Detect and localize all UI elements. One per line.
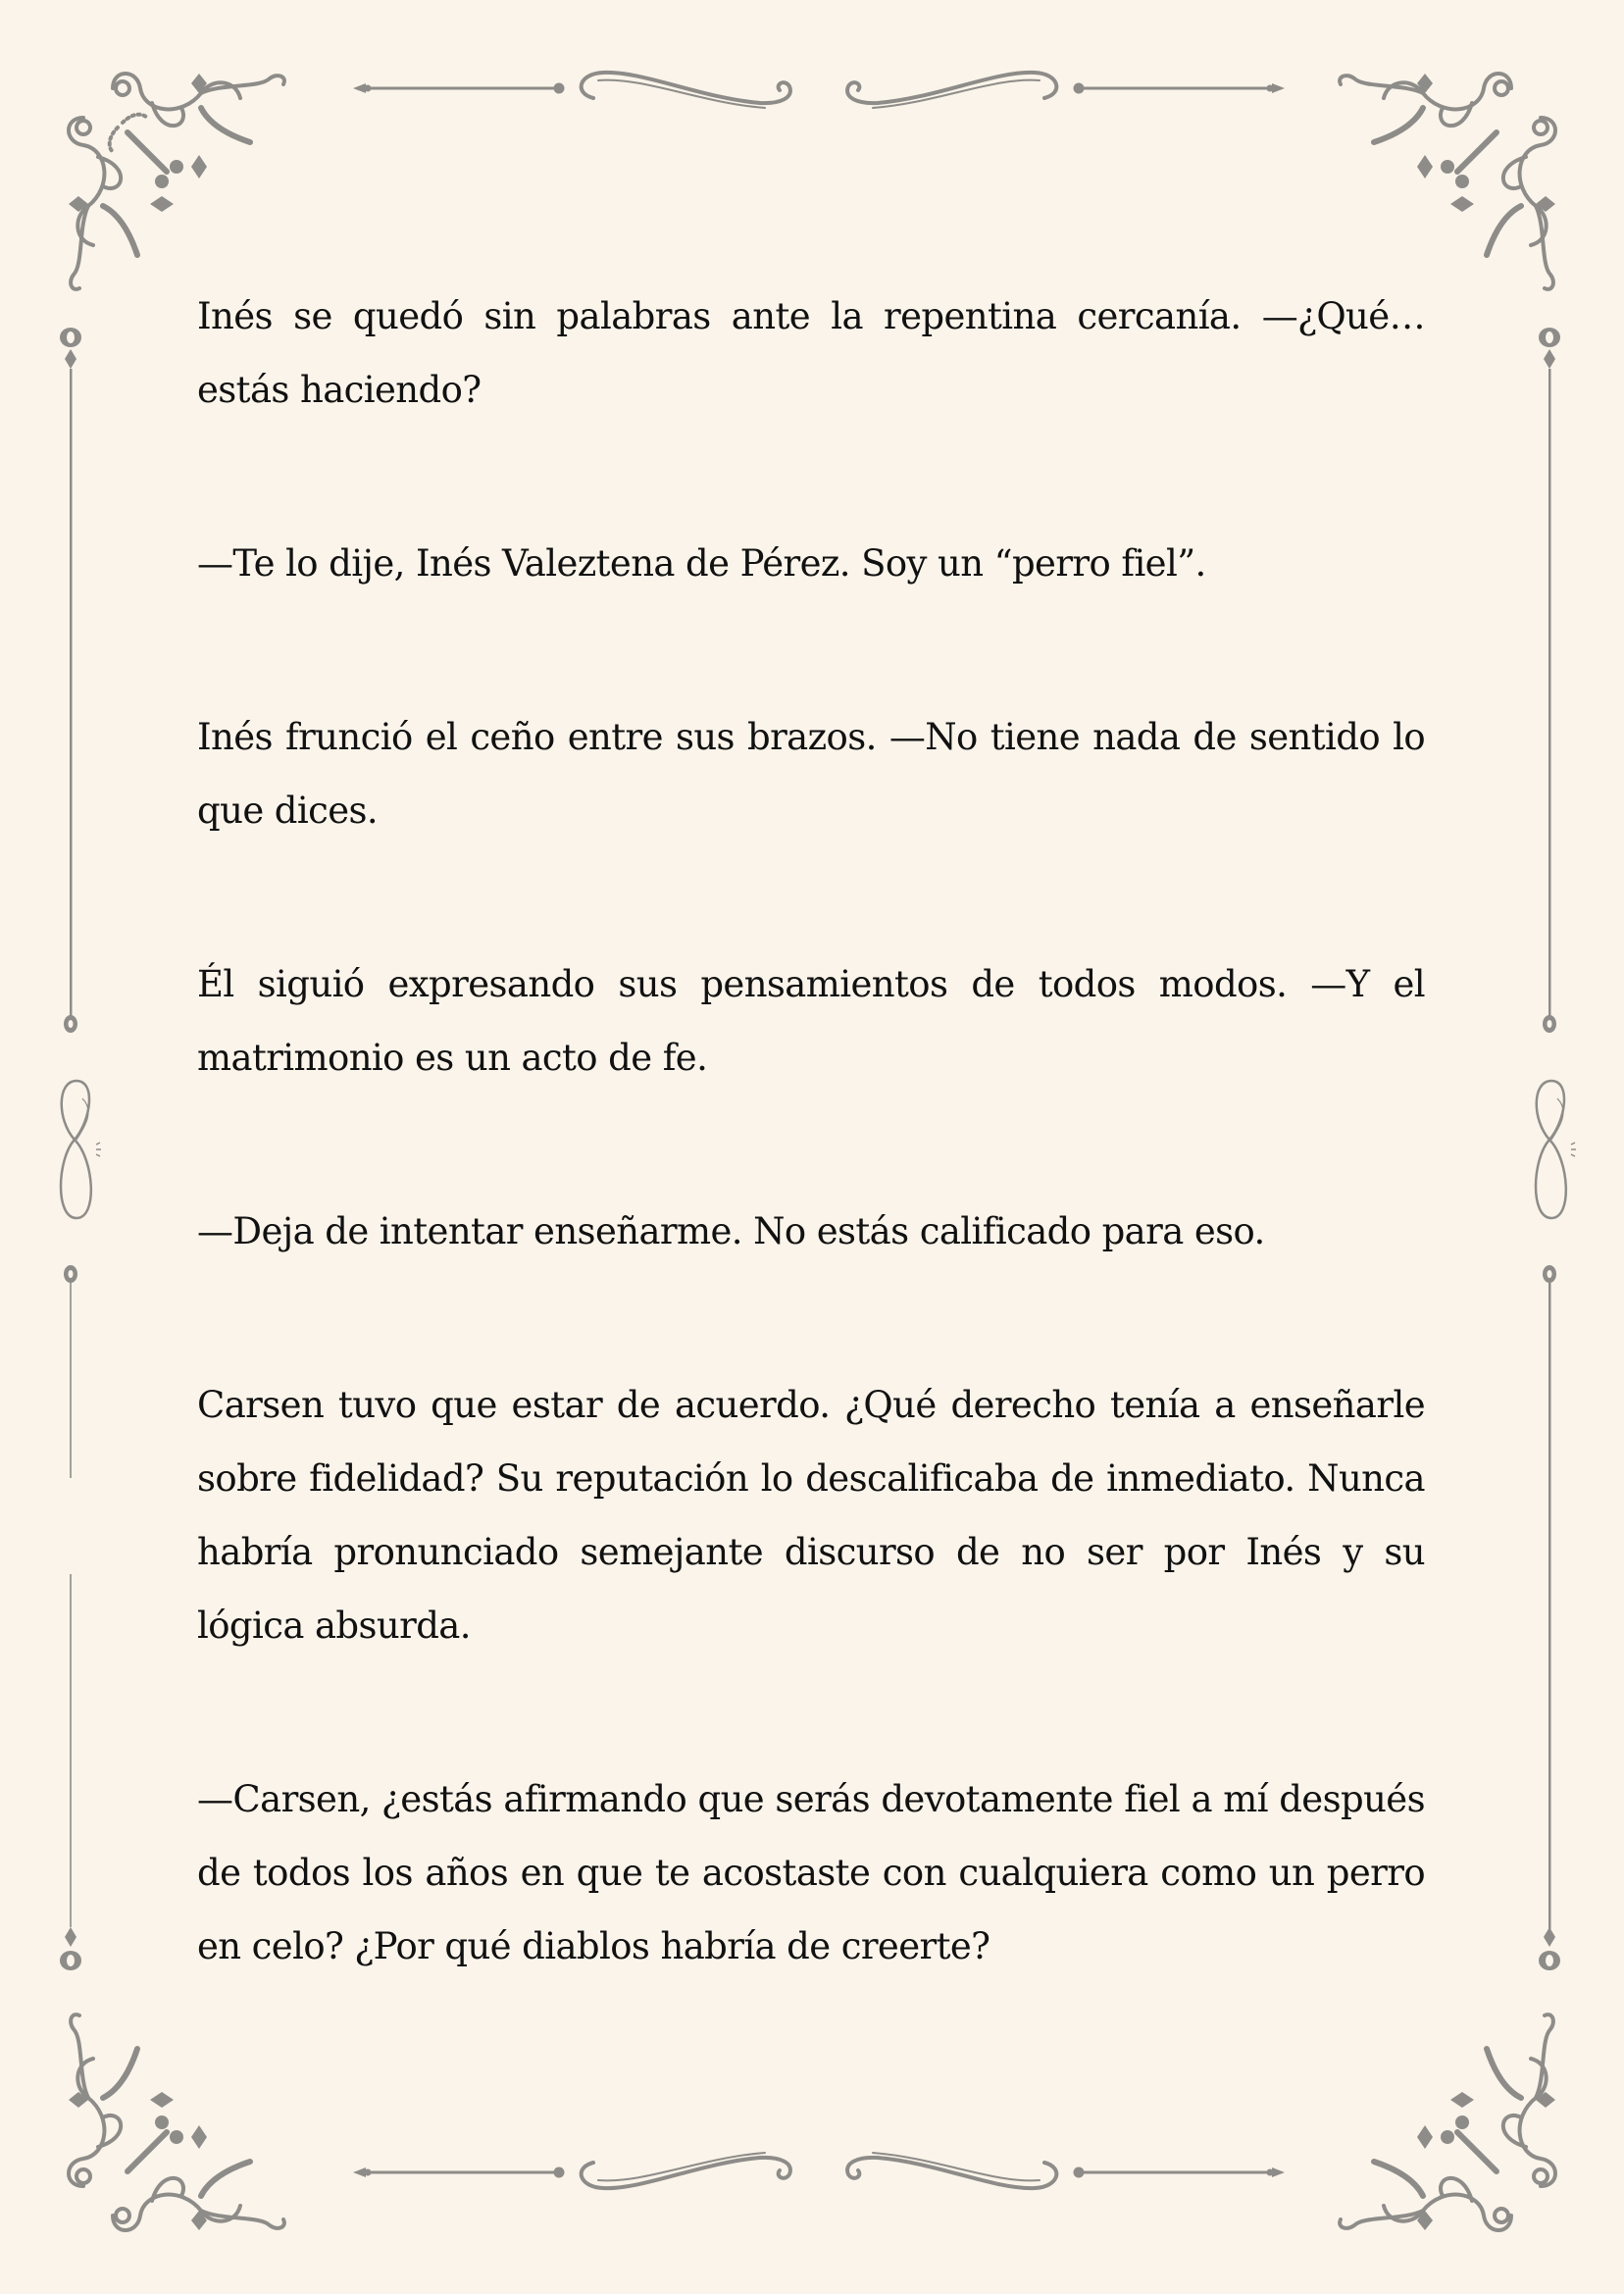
rod-ornament-icon <box>1538 1260 1561 1976</box>
paragraph: Carsen tuvo que estar de acuerdo. ¿Qué derecho tenía a enseñarle sobre fidelidad? Su reputación lo descalificaba de inmediato. Nunca habría pronunciado semejante discurso de no ser por Inés y su lógica absurda. <box>197 1384 1425 1647</box>
paragraph: —Carsen, ¿estás afirmando que serás devotamente fiel a mí después de todos los años en que te acostaste con cualquiera como un perro en celo? ¿Por qué diablos habría de creerte? <box>197 1778 1425 1967</box>
corner-flourish-icon <box>1335 2010 1570 2245</box>
rod-ornament-icon <box>1538 324 1561 1040</box>
corner-flourish-icon <box>54 59 289 294</box>
corner-flourish-icon <box>1335 59 1570 294</box>
paragraph: —Deja de intentar enseñarme. No estás calificado para eso. <box>197 1210 1265 1252</box>
paragraph: —Te lo dije, Inés Valeztena de Pérez. Soy un “perro fiel”. <box>197 542 1206 585</box>
paragraph: Inés frunció el ceño entre sus brazos. —No tiene nada de sentido lo que dices. <box>197 716 1425 832</box>
paragraph: Inés se quedó sin palabras ante la repentina cercanía. —¿Qué… estás haciendo? <box>197 295 1425 411</box>
corner-flourish-icon <box>54 2010 289 2245</box>
rod-ornament-icon <box>59 324 82 1040</box>
scroll-divider-icon <box>348 2143 1290 2202</box>
infinity-loop-icon <box>47 1071 106 1228</box>
rod-ornament-icon <box>59 1260 82 1976</box>
infinity-loop-icon <box>1522 1071 1581 1228</box>
paragraph: Él siguió expresando sus pensamientos de todos modos. —Y el matrimonio es un acto de fe. <box>197 963 1425 1079</box>
scroll-divider-icon <box>348 59 1290 118</box>
page-body <box>197 280 1425 1983</box>
